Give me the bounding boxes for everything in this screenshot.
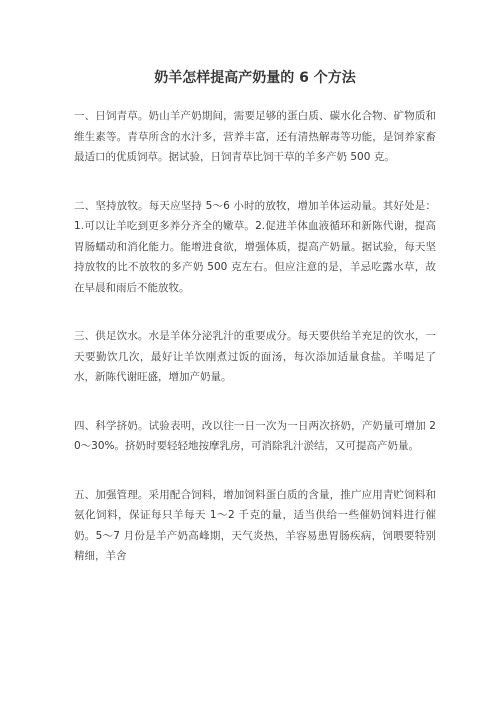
document-body [74,106,436,567]
document-title: 奶羊怎样提高产奶量的 6 个方法 [154,70,356,86]
paragraph-2: 二、坚持放牧。每天应坚持 5～6 小时的放牧，增加羊体运动量。其好处是：1.可以让羊吃到更多养分齐全的嫩草。2.促进羊体血液循环和新陈代谢，提高胃肠蠕动和消化能力。能增进食欲，增强体质，提高产奶量。据试验，每天坚持放牧的比不放牧的多产奶 500 克左右。但应注意的是，羊忌吃露水草，故在早晨和雨后不能放牧。 [74,199,436,294]
paragraph-3: 三、供足饮水。水是羊体分泌乳汁的重要成分。每天要供给羊充足的饮水，一天要勤饮几次，最好让羊饮刚煮过饭的面汤，每次添加适量食盐。羊喝足了水，新陈代谢旺盛，增加产奶量。 [74,330,436,383]
paragraph-5: 五、加强管理。采用配合饲料，增加饲料蛋白质的含量，推广应用青贮饲料和氨化饲料，保证每只羊每天 1～2 千克的量，适当供给一些催奶饲料进行催奶。5～7 月份是羊产奶高峰期，天气炎热，羊容易患胃肠疾病，饲喂要特别精细，羊舍 [74,488,436,562]
paragraph-4: 四、科学挤奶。试验表明，改以往一日一次为一日两次挤奶，产奶量可增加 20～30%。挤奶时要轻轻地按摩乳房，可消除乳汁淤结，又可提高产奶量。 [74,419,436,452]
paragraph-1: 一、日饲青草。奶山羊产奶期间，需要足够的蛋白质、碳水化合物、矿物质和维生素等。青草所含的水汁多，营养丰富，还有清热解毒等功能，是饲养家畜最适口的优质饲草。据试验，日饲青草比饲干草的羊多产奶 500 克。 [74,110,436,163]
